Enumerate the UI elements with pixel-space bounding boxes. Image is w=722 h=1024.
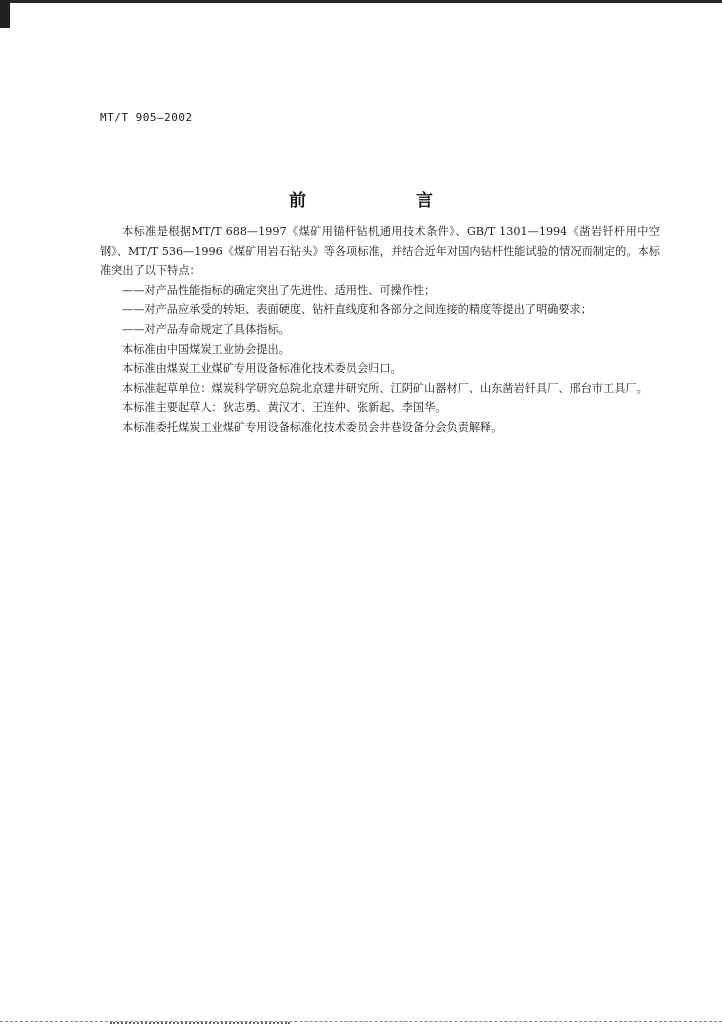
scan-corner-mark bbox=[0, 0, 10, 28]
scan-edge-bottom bbox=[0, 1021, 722, 1022]
paragraph-basis: 本标准是根据MT/T 688—1997《煤矿用锚杆钻机通用技术条件》、GB/T 1301—1994《凿岩钎杆用中空钢》、MT/T 536—1996《煤矿用岩石钻头》等各项标准，并结合近年对国内钻杆性能试验的情况而制定的。本标准突出了以下特点： bbox=[100, 225, 660, 278]
document-code: MT/T 905—2002 bbox=[100, 111, 193, 124]
scan-edge-top bbox=[0, 0, 722, 3]
page-title: 前 言 bbox=[289, 191, 485, 211]
paragraph-drafters: 本标准主要起草人：狄志勇、黄汉才、王连仲、张新起、李国华。 bbox=[122, 401, 447, 415]
paragraph-drafting-units: 本标准起草单位：煤炭科学研究总院北京建井研究所、江阴矿山器材厂、山东凿岩钎具厂、邢台市工具厂。 bbox=[122, 381, 648, 395]
foreword-body bbox=[100, 222, 660, 438]
paragraph-feature-2: ——对产品应承受的转矩、表面硬度、钻杆直线度和各部分之间连接的精度等提出了明确要求； bbox=[122, 303, 592, 317]
paragraph-feature-3: ——对产品寿命规定了具体指标。 bbox=[122, 322, 290, 336]
paragraph-proposed-by: 本标准由中国煤炭工业协会提出。 bbox=[122, 342, 290, 356]
paragraph-administered-by: 本标准由煤炭工业煤矿专用设备标准化技术委员会归口。 bbox=[122, 362, 402, 376]
paragraph-feature-1: ——对产品性能指标的确定突出了先进性、适用性、可操作性； bbox=[122, 283, 436, 297]
paragraph-interpretation: 本标准委托煤炭工业煤矿专用设备标准化技术委员会井巷设备分会负责解释。 bbox=[122, 420, 503, 434]
